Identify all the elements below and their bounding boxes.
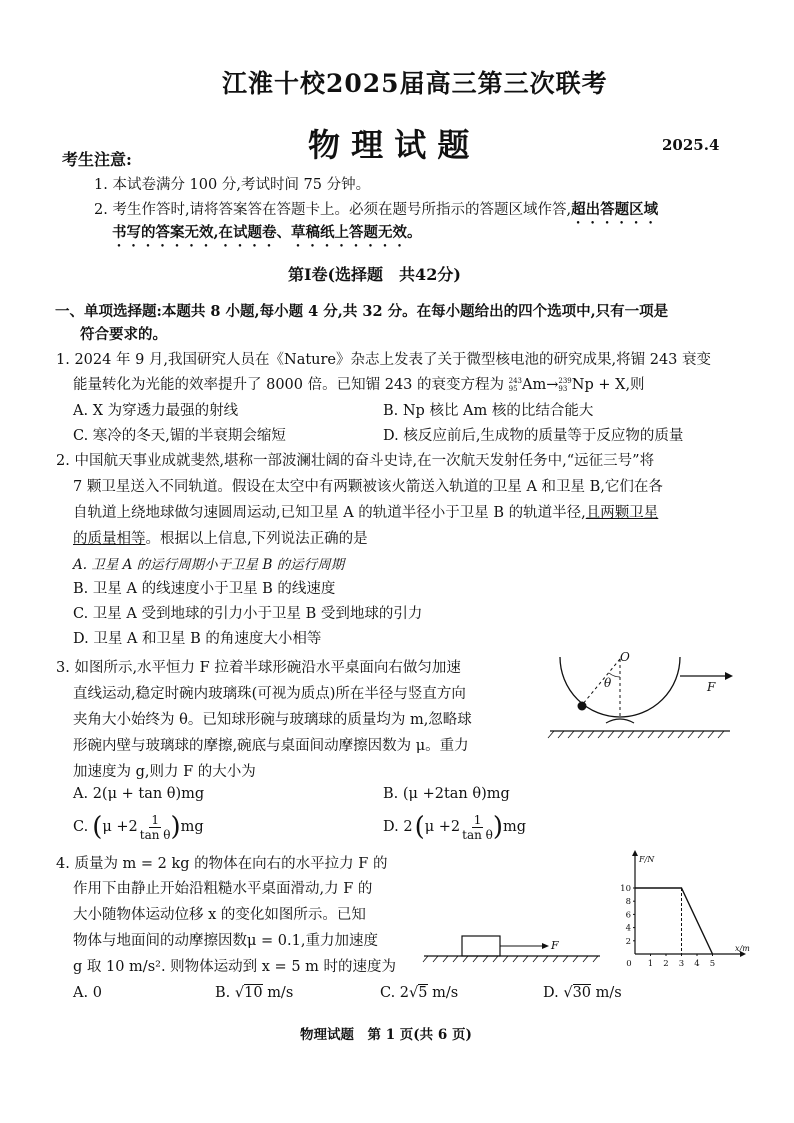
- q2-stem-line1: 2. 中国航天事业成就斐然,堪称一部波澜壮阔的奋斗史诗,在一次航天发射任务中,“远征三号”将: [56, 453, 655, 469]
- q3-option-c: C. ( μ +2 $\frac{1}{\text{tan θ}}$ ) mg: [73, 812, 204, 842]
- q4-option-b-label: B.: [215, 985, 231, 1001]
- notice-item-2-emph: 超出答题区域: [571, 201, 659, 218]
- q2-stem-line2: 7 颗卫星送入不同轨道。假设在太空中有两颗被该火箭送入轨道的卫星 A 和卫星 B,它们在各: [73, 479, 663, 495]
- section-title: 第Ⅰ卷(选择题 共42分): [288, 265, 461, 284]
- bowl-base: [606, 719, 634, 723]
- q3-option-d-expr: μ +2: [424, 819, 461, 835]
- x-axis-label: x/m: [735, 944, 750, 953]
- block: [462, 936, 500, 956]
- fraction-numerator: 1: [473, 812, 482, 827]
- force-line: [635, 888, 713, 954]
- q1-stem-text: 能量转化为光能的效率提升了 8000 倍。已知镅 243 的衰变方程为: [73, 377, 505, 393]
- q3-option-d: D. 2 ( μ +2 $\frac{1}{\text{tan θ}}$ ) mg: [383, 812, 527, 842]
- q4-option-b-unit: m/s: [267, 985, 294, 1001]
- q4-option-b-radicand: 10: [244, 985, 263, 1001]
- notice-item-2-cont: 书写的答案无效,在试题卷、草稿纸上答题无效。: [112, 224, 422, 241]
- q2-option-a: A. 卫星 A 的运行周期小于卫星 B 的运行周期: [73, 557, 345, 573]
- fig-label-theta: θ: [604, 676, 612, 690]
- fraction-denominator: tan θ: [462, 827, 493, 842]
- q3-stem-line3: 夹角大小始终为 θ。已知球形碗与玻璃球的质量均为 m,忽略球: [73, 712, 472, 728]
- q4-option-c-radicand: 5: [418, 985, 428, 1001]
- page-footer: 物理试题 第 1 页(共 6 页): [300, 1027, 472, 1043]
- q2-stem-line4-underline: 的质量相等: [73, 531, 146, 547]
- q2-option-b: B. 卫星 A 的线速度小于卫星 B 的线速度: [73, 581, 336, 597]
- q3-option-c-label: C.: [73, 819, 89, 835]
- notice-item-1: 1. 本试卷满分 100 分,考试时间 75 分钟。: [94, 177, 371, 193]
- y-tick-label: 2: [625, 936, 631, 947]
- q3-option-b: B. (μ +2tan θ)mg: [383, 786, 510, 802]
- q4-option-c-unit: m/s: [432, 985, 459, 1001]
- q3-option-d-fraction: [462, 813, 493, 842]
- q3-stem-line2: 直线运动,稳定时碗内玻璃珠(可视为质点)所在半径与竖直方向: [73, 686, 466, 702]
- x-tick-label: 3: [678, 959, 685, 969]
- block-fig-label-f: F: [551, 939, 559, 952]
- force-displacement-graph: [615, 850, 755, 970]
- bowl-figure: [540, 645, 740, 745]
- q1-equation: [509, 377, 594, 393]
- q2-stem-line3-text: 自轨道上绕地球做匀速圆周运动,已知卫星 A 的轨道半径小于卫星 B 的轨道半径,: [73, 505, 586, 521]
- q4-option-c-label: C. 2: [380, 985, 410, 1001]
- q2-stem-line3: [73, 501, 658, 522]
- part1-instructions: 一、单项选择题:本题共 8 小题,每小题 4 分,共 32 分。在每小题给出的四个选项中,只有一项是: [55, 303, 669, 320]
- reaction-arrow: →: [546, 377, 559, 393]
- part1-instructions-cont: 符合要求的。: [80, 326, 167, 343]
- q4-option-a: A. 0: [73, 985, 102, 1001]
- am-atomic-number: 95: [508, 385, 518, 393]
- block-figure: [420, 930, 610, 970]
- table-hatching: [423, 956, 598, 962]
- am-symbol: Am: [522, 377, 547, 393]
- q3-option-c-expr: μ +2: [102, 819, 138, 835]
- q3-stem-line5: 加速度为 g,则力 F 的大小为: [73, 764, 256, 780]
- q4-stem-line4: 物体与地面间的动摩擦因数μ = 0.1,重力加速度: [73, 933, 378, 949]
- y-axis-label: F/N: [639, 855, 655, 864]
- q3-option-c-fraction: [140, 813, 171, 842]
- x-tick-label: 5: [709, 959, 716, 969]
- q3-option-d-tail: mg: [503, 819, 527, 835]
- exam-date: 2025.4: [662, 136, 720, 154]
- am-mass-number: 243: [508, 377, 522, 385]
- q1-stem-line2: [73, 373, 645, 394]
- y-tick-label: 8: [625, 897, 631, 908]
- x-tick-label: 0: [626, 959, 632, 969]
- q1-option-c: C. 寒冷的冬天,镅的半衰期会缩短: [73, 428, 286, 444]
- y-tick-label: 4: [625, 923, 631, 934]
- q3-stem-line4: 形碗内壁与玻璃球的摩擦,碗底与桌面间动摩擦因数为 μ。重力: [73, 738, 469, 754]
- subject-title: 物 理 试 题: [308, 126, 470, 164]
- np-symbol: Np: [571, 377, 594, 393]
- fraction-numerator: 1: [151, 812, 159, 827]
- q4-option-d-radicand: 30: [572, 985, 592, 1001]
- q1-option-d: D. 核反应前后,生成物的质量等于反应物的质量: [383, 428, 684, 444]
- q1-stem-line1: 1. 2024 年 9 月,我国研究人员在《Nature》杂志上发表了关于微型核电池的研究成果,将镅 243 衰变: [56, 352, 712, 368]
- q2-option-c: C. 卫星 A 受到地球的引力小于卫星 B 受到地球的引力: [73, 606, 423, 622]
- radius-dashed: [582, 659, 620, 705]
- x-tick-label: 1: [647, 959, 654, 969]
- exam-title: 江淮十校2025届高三第三次联考: [222, 69, 608, 98]
- q4-stem-line5: g 取 10 m/s². 则物体运动到 x = 5 m 时的速度为: [73, 959, 397, 975]
- q4-option-d: D. √30 m/s: [543, 985, 622, 1001]
- q4-stem-line1: 4. 质量为 m = 2 kg 的物体在向右的水平拉力 F 的: [56, 856, 388, 872]
- q2-stem-line4-text: 。根据以上信息,下列说法正确的是: [145, 531, 368, 547]
- q3-stem-line1: 3. 如图所示,水平恒力 F 拉着半球形碗沿水平桌面向右做匀加速: [56, 660, 461, 676]
- notice-item-2-text: 2. 考生作答时,请将答案答在答题卡上。必须在题号所指示的答题区域作答,: [94, 202, 572, 218]
- q4-stem-line2: 作用下由静止开始沿粗糙水平桌面滑动,力 F 的: [73, 881, 373, 897]
- q2-stem-line3-underline: 且两颗卫星: [585, 505, 659, 521]
- q4-stem-line3: 大小随物体运动位移 x 的变化如图所示。已知: [73, 907, 366, 923]
- q4-option-d-label: D.: [543, 985, 559, 1001]
- q4-option-c: C. 2√5 m/s: [380, 985, 459, 1001]
- y-tick-label: 10: [620, 884, 631, 894]
- q2-option-d: D. 卫星 A 和卫星 B 的角速度大小相等: [73, 631, 322, 647]
- q4-option-d-unit: m/s: [595, 985, 622, 1001]
- q3-option-a: A. 2(μ + tan θ)mg: [73, 786, 205, 802]
- np-mass-number: 239: [558, 377, 572, 385]
- x-tick-label: 2: [663, 959, 669, 969]
- q3-option-c-tail: mg: [180, 819, 204, 835]
- glass-bead: [578, 702, 587, 711]
- q1-option-b: B. Np 核比 Am 核的比结合能大: [383, 403, 594, 419]
- q1-equation-tail: + X,则: [598, 377, 645, 393]
- fraction-denominator: tan θ: [139, 827, 171, 842]
- y-axis-arrow: [632, 850, 638, 856]
- fig-label-f: F: [707, 680, 716, 694]
- q4-option-b: B. √10 m/s: [215, 985, 294, 1001]
- x-tick-label: 4: [694, 959, 700, 969]
- table-hatching: [548, 731, 724, 738]
- fig-label-o: O: [620, 650, 630, 664]
- y-tick-label: 6: [625, 910, 631, 921]
- np-atomic-number: 93: [558, 385, 568, 393]
- q3-option-d-label: D. 2: [383, 819, 413, 835]
- notice-heading: 考生注意:: [62, 150, 132, 169]
- q1-option-a: A. X 为穿透力最强的射线: [73, 403, 239, 419]
- q2-stem-line4: [73, 527, 368, 548]
